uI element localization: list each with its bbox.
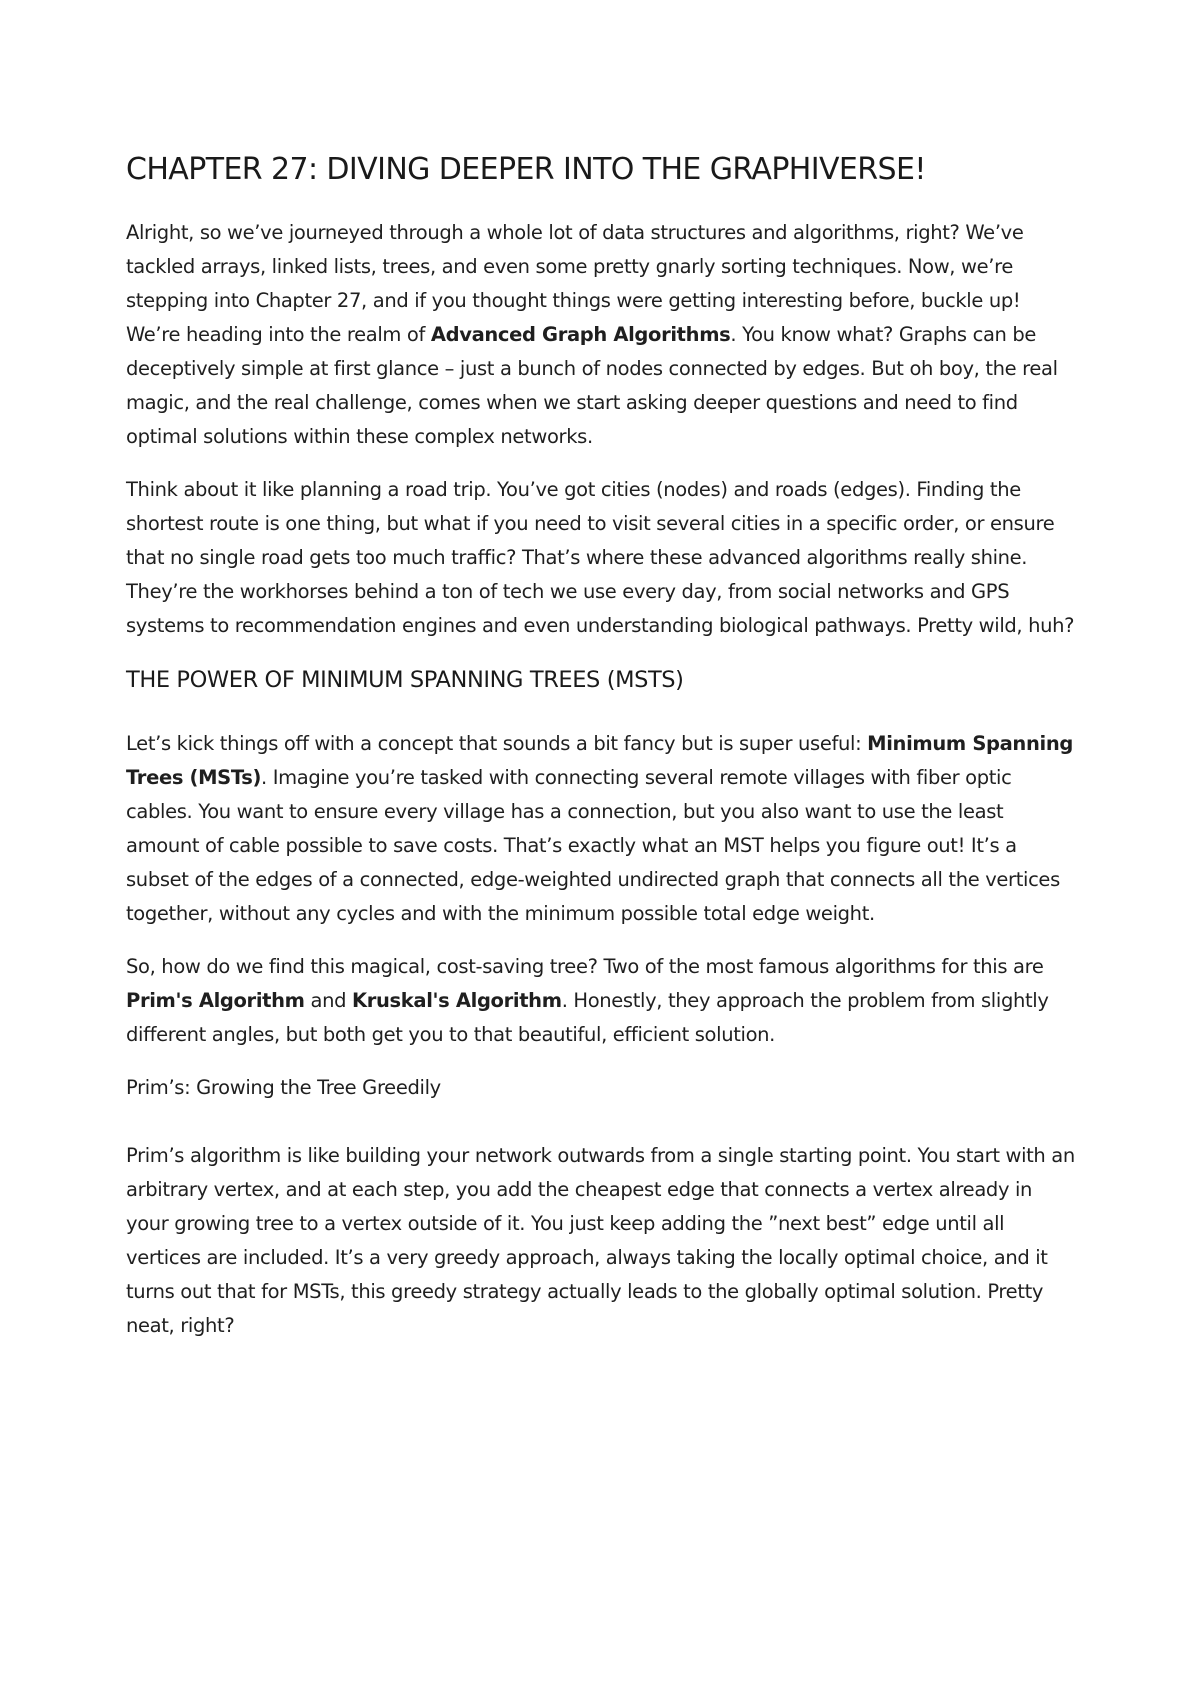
mst-p1-text-1: Let’s kick things off with a concept that sounds a bit fancy but is super useful: <box>126 732 868 755</box>
intro-p1-text-2: . You know what? Graphs can be deceptively simple at first glance – just a bunch of nodes connected by edges. But oh boy, the real magic, and the real challenge, comes when we start asking deeper questions and need to find optimal solutions within these complex networks. <box>126 323 1058 448</box>
intro-paragraph-1 <box>126 216 1076 454</box>
document-page <box>126 150 1076 1362</box>
mst-p1-text-2: . Imagine you’re tasked with connecting several remote villages with fiber optic cables. You want to ensure every village has a connection, but you also want to use the least amount of cable possible to save costs. That’s exactly what an MST helps you figure out! It’s a subset of the edges of a connected, edge-weighted undirected graph that connects all the vertices together, without any cycles and with the minimum possible total edge weight. <box>126 766 1060 925</box>
mst-paragraph-1 <box>126 727 1076 931</box>
chapter-title: CHAPTER 27: DIVING DEEPER INTO THE GRAPHIVERSE! <box>126 152 926 187</box>
intro-p1-bold-term: Advanced Graph Algorithms <box>430 323 731 346</box>
mst-p2-text-3: . Honestly, they approach the problem from slightly different angles, but both get you to that beautiful, efficient solution. <box>126 989 1049 1046</box>
intro-paragraph-2: Think about it like planning a road trip. You’ve got cities (nodes) and roads (edges). Finding the shortest route is one thing, but what if you need to visit several cities in a specific order, or ensure that no single road gets too much traffic? That’s where these advanced algorithms really shine. They’re the workhorses behind a ton of tech we use every day, from social networks and GPS systems to recommendation engines and even understanding biological pathways. Pretty wild, huh? <box>126 478 1075 637</box>
section-heading: THE POWER OF MINIMUM SPANNING TREES (MSTS) <box>126 667 684 693</box>
mst-p2-text-1: So, how do we find this magical, cost-saving tree? Two of the most famous algorithms for this are <box>126 955 1044 978</box>
mst-p2-bold-kruskals: Kruskal's Algorithm <box>351 989 562 1012</box>
mst-p2-text-2: and <box>304 989 352 1012</box>
prims-subheading: Prim’s: Growing the Tree Greedily <box>126 1076 441 1099</box>
intro-p1-text-1: Alright, so we’ve journeyed through a whole lot of data structures and algorithms, right? We’ve tackled arrays, linked lists, trees, and even some pretty gnarly sorting techniques. Now, we’re stepping into Chapter 27, and if you thought things were getting interesting before, buckle up! We’re heading into the realm of <box>126 221 1024 346</box>
mst-p1-bold-term: Minimum Spanning Trees (MSTs) <box>126 732 1073 789</box>
mst-p2-bold-prims: Prim's Algorithm <box>126 989 305 1012</box>
mst-paragraph-2 <box>126 950 1076 1052</box>
prims-paragraph: Prim’s algorithm is like building your network outwards from a single starting point. You start with an arbitrary vertex, and at each step, you add the cheapest edge that connects a vertex already in your growing tree to a vertex outside of it. You just keep adding the ”next best” edge until all vertices are included. It’s a very greedy approach, always taking the locally optimal choice, and it turns out that for MSTs, this greedy strategy actually leads to the globally optimal solution. Pretty neat, right? <box>126 1144 1075 1337</box>
